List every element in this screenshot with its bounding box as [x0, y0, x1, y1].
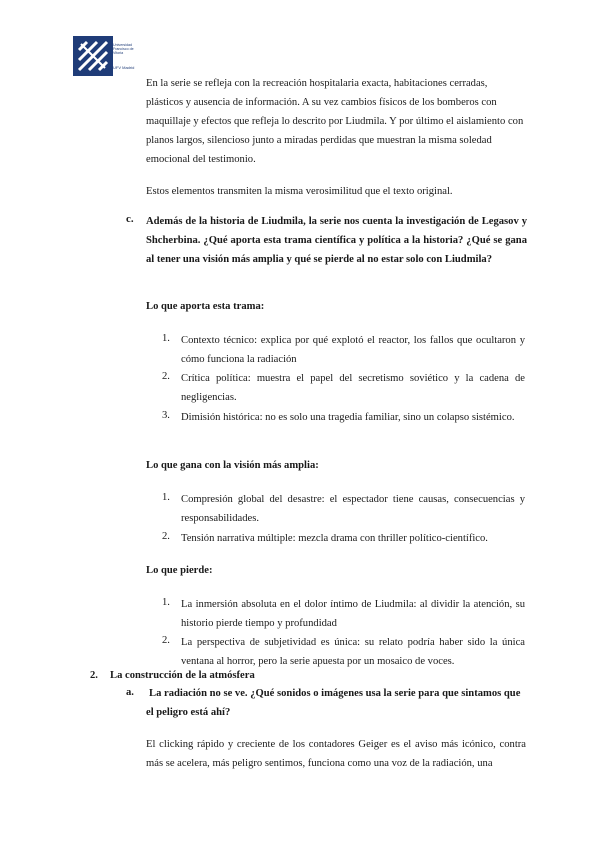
list-number: 3. — [162, 410, 170, 421]
question-a-marker: a. — [126, 687, 134, 698]
section-2-title: La construcción de la atmósfera — [110, 670, 255, 681]
list-item: Crítica política: muestra el papel del secretismo soviético y la cadena de negligencias. — [181, 373, 525, 403]
list-number: 1. — [162, 492, 170, 503]
question-c-marker: c. — [126, 213, 134, 225]
logo-line: Vitoria — [113, 51, 124, 56]
gana-heading: Lo que gana con la visión más amplia: — [146, 460, 319, 471]
logo-mark-icon — [73, 36, 113, 76]
list-number: 2. — [162, 531, 170, 542]
question-c-text: Además de la historia de Liudmila, la serie nos cuenta la investigación de Legasov y Shcherbina. ¿Qué aporta esta trama científica y política a la historia? ¿Qué se gana al tener una visión más amplia y qué se pierde al no estar solo con Liudmila? — [146, 216, 527, 265]
list-item: La inmersión absoluta en el dolor íntimo de Liudmila: al dividir la atención, su historio pierde tiempo y profundidad — [181, 599, 525, 629]
list-item: Tensión narrativa múltiple: mezcla drama con thriller político-científico. — [181, 533, 488, 544]
university-logo — [73, 36, 141, 76]
list-item: Dimisión histórica: no es solo una tragedia familiar, sino un colapso sistémico. — [181, 412, 515, 423]
list-number: 2. — [162, 635, 170, 646]
logo-line: Universidad — [113, 43, 132, 47]
intro-paragraph-2: Estos elementos transmiten la misma verosimilitud que el texto original. — [146, 186, 453, 197]
list-item: Contexto técnico: explica por qué explotó el reactor, los fallos que ocultaron y cómo funciona la radiación — [181, 335, 525, 365]
list-item: Compresión global del desastre: el espectador tiene causas, consecuencias y responsabilidades. — [181, 494, 525, 524]
logo-line: Francisco de — [113, 47, 134, 52]
intro-paragraph-1: En la serie se refleja con la recreación hospitalaria exacta, habitaciones cerradas, plásticos y ausencia de información. A su vez cambios físicos de los bomberos con maquillaje y efectos que refleja lo descrito por Liudmila. Y por último el aislamiento con planos largos, silencioso junto a miradas perdidas que muestran la misma soledad emocional del testimonio. — [146, 78, 524, 165]
list-number: 1. — [162, 597, 170, 608]
list-number: 1. — [162, 333, 170, 344]
pierde-heading: Lo que pierde: — [146, 565, 213, 576]
question-a-text: La radiación no se ve. ¿Qué sonidos o imágenes usa la serie para que sintamos que el peligro está ahí? — [146, 688, 521, 718]
logo-subtitle: UFV Madrid — [113, 65, 135, 70]
aporta-heading: Lo que aporta esta trama: — [146, 301, 265, 312]
list-item: La perspectiva de subjetividad es única: su relato podría haber sido la única ventana al horror, pero la serie apuesta por un mosaico de voces. — [181, 637, 525, 667]
answer-paragraph: El clicking rápido y creciente de los contadores Geiger es el aviso más icónico, contra más se acelera, más peligro sentimos, funciona como una voz de la radiación, una — [146, 739, 526, 769]
list-number: 2. — [162, 371, 170, 382]
section-2-number: 2. — [90, 670, 98, 681]
logo-text — [113, 43, 134, 56]
